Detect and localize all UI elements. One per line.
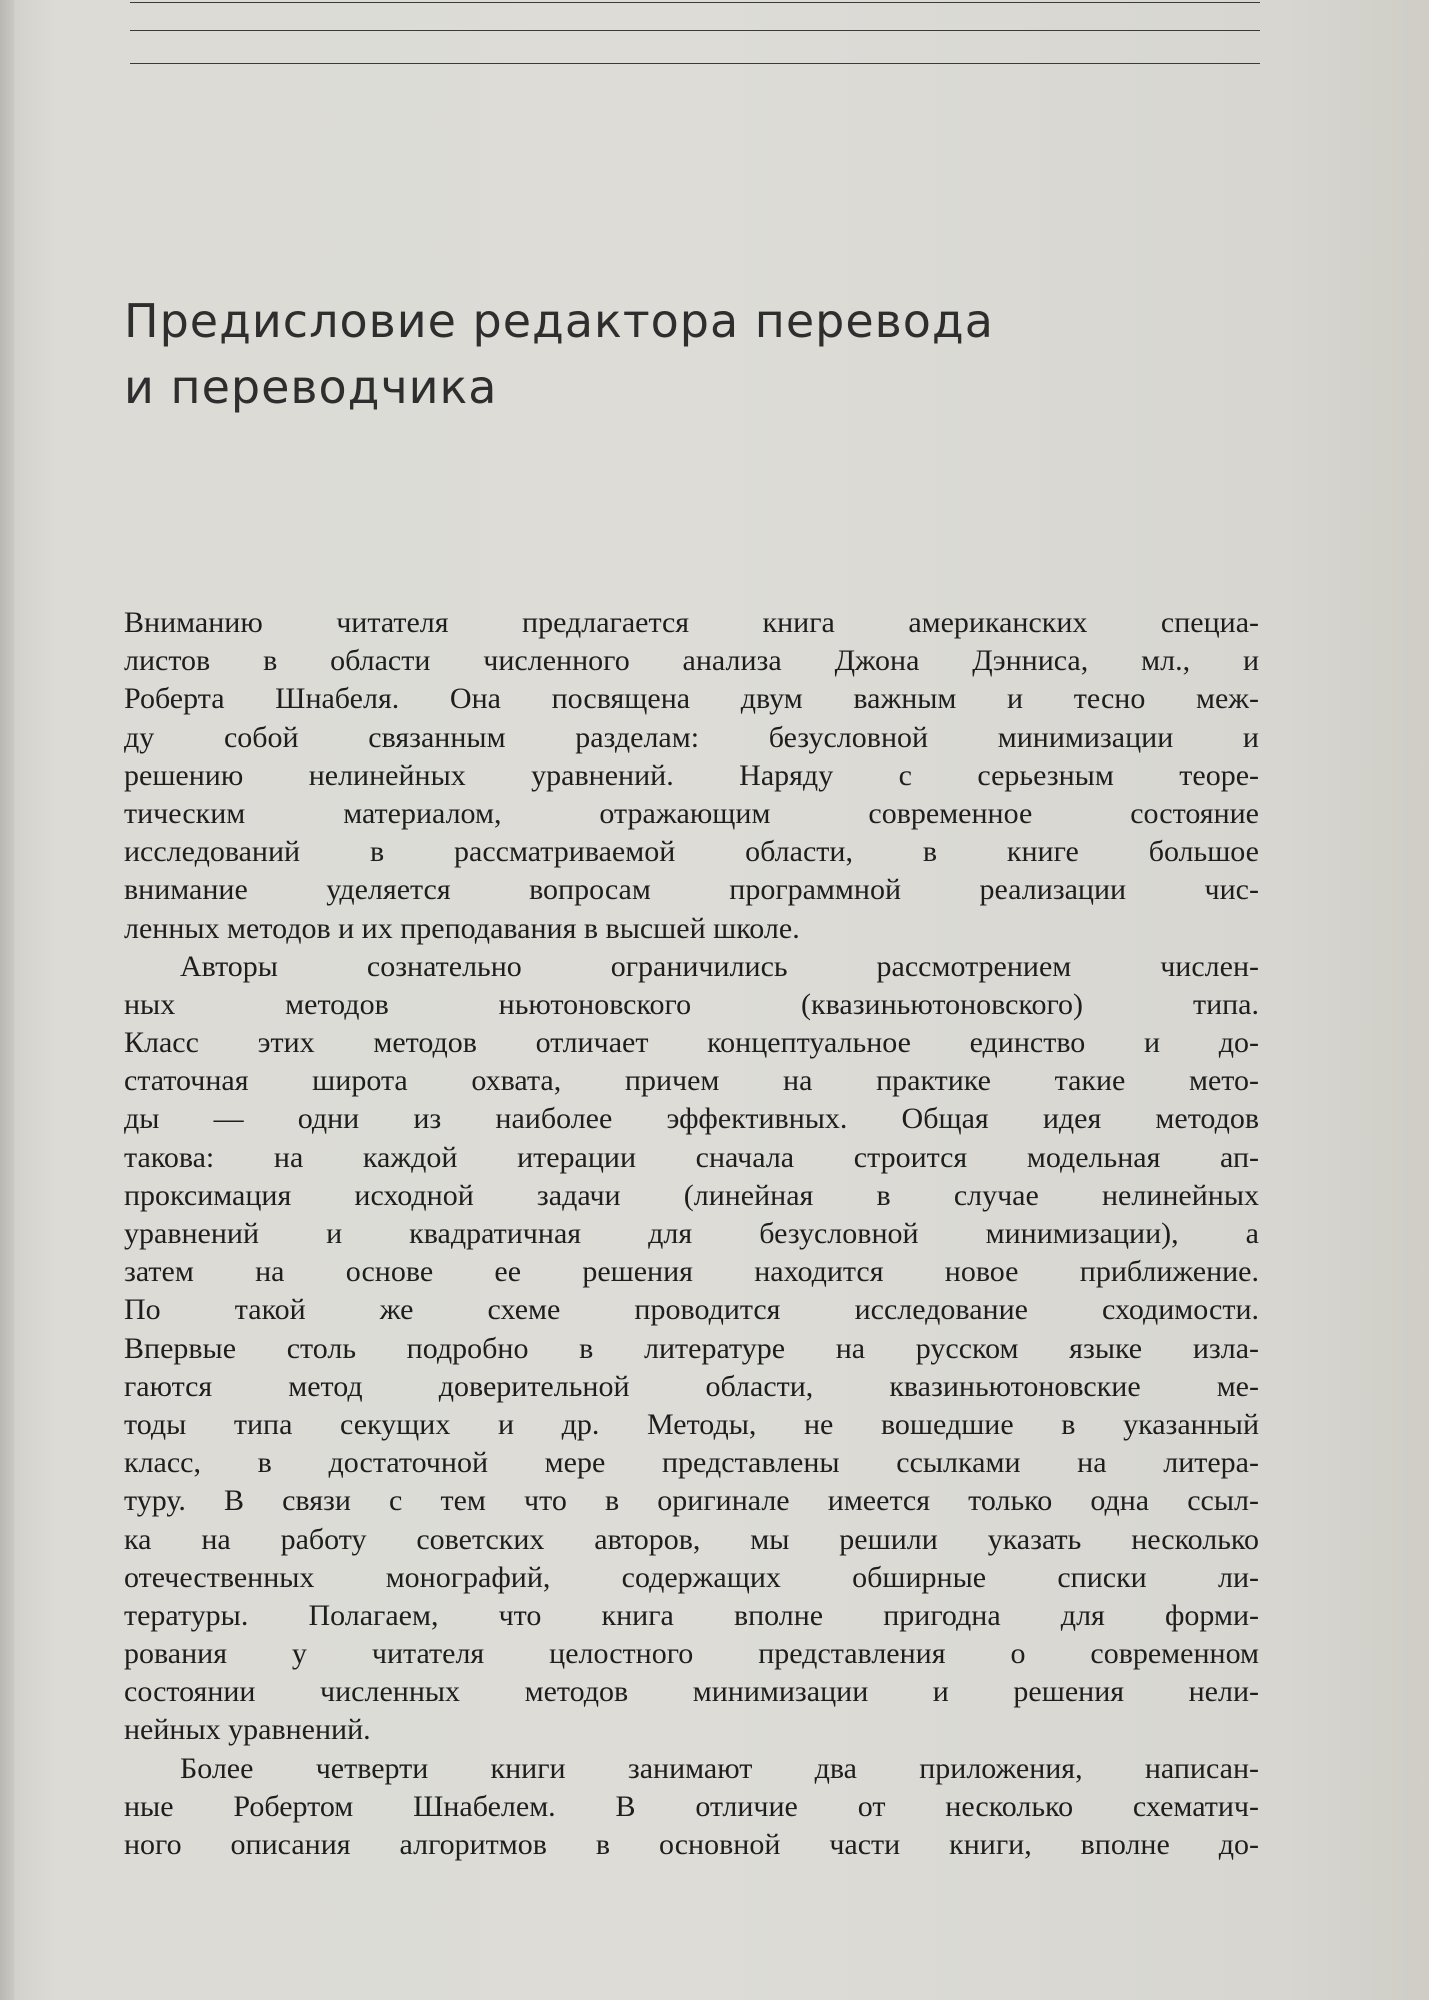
text-line: туру. В связи с тем что в оригинале имеется только одна ссыл- bbox=[124, 1484, 1259, 1518]
text-line: решению нелинейных уравнений. Наряду с серьезным теоре- bbox=[124, 758, 1259, 792]
text-line: гаются метод доверительной области, квазиньютоновские ме- bbox=[124, 1369, 1259, 1403]
text-line: Более четверти книги занимают два приложения, написан- bbox=[180, 1751, 1259, 1785]
text-line: ного описания алгоритмов в основной части книги, вполне до- bbox=[124, 1828, 1259, 1861]
text-line: отечественных монографий, содержащих обширные списки ли- bbox=[124, 1560, 1259, 1594]
text-line: ных методов ньютоновского (квазиньютоновского) типа. bbox=[124, 987, 1259, 1021]
paragraph-3 bbox=[124, 1750, 1259, 1865]
text-line: уравнений и квадратичная для безусловной минимизации), а bbox=[124, 1217, 1259, 1250]
text-line: Роберта Шнабеля. Она посвящена двум важным и тесно меж- bbox=[124, 682, 1259, 716]
text-line: Вниманию читателя предлагается книга американских специа- bbox=[124, 606, 1259, 639]
paragraph-2 bbox=[124, 948, 1259, 1750]
paragraph-1 bbox=[124, 604, 1259, 948]
text-line: нейных уравнений. bbox=[124, 1713, 371, 1747]
text-line: проксимация исходной задачи (линейная в случае нелинейных bbox=[124, 1178, 1259, 1212]
text-line: ные Робертом Шнабелем. В отличие от несколько схематич- bbox=[124, 1789, 1259, 1823]
text-line: тературы. Полагаем, что книга вполне пригодна для форми- bbox=[124, 1598, 1259, 1632]
text-line: рования у читателя целостного представления о современном bbox=[124, 1637, 1259, 1671]
header-rule-2 bbox=[130, 30, 1260, 31]
text-line: тическим материалом, отражающим современное состояние bbox=[124, 796, 1259, 830]
text-line: ленных методов и их преподавания в высшей школе. bbox=[124, 911, 800, 945]
text-line: ду собой связанным разделам: безусловной минимизации и bbox=[124, 720, 1259, 754]
text-line: ды — одни из наиболее эффективных. Общая идея методов bbox=[124, 1102, 1259, 1136]
body-text bbox=[124, 604, 1259, 1864]
header-rule-3 bbox=[130, 63, 1260, 64]
heading-line-2: и переводчика bbox=[124, 360, 498, 414]
text-line: Впервые столь подробно в литературе на русском языке изла- bbox=[124, 1331, 1259, 1365]
text-line: класс, в достаточной мере представлены ссылками на литера- bbox=[124, 1446, 1259, 1480]
page-spine-edge bbox=[0, 0, 14, 2000]
heading-line-1: Предисловие редактора перевода bbox=[124, 294, 994, 348]
text-line: тоды типа секущих и др. Методы, не вошедшие в указанный bbox=[124, 1407, 1259, 1441]
text-line: статочная широта охвата, причем на практике такие мето- bbox=[124, 1064, 1259, 1098]
text-line: исследований в рассматриваемой области, в книге большое bbox=[124, 835, 1259, 869]
text-line: такова: на каждой итерации сначала строится модельная ап- bbox=[124, 1140, 1259, 1174]
text-line: Авторы сознательно ограничились рассмотрением числен- bbox=[180, 949, 1259, 983]
chapter-heading bbox=[124, 288, 1224, 420]
text-line: состоянии численных методов минимизации и решения нели- bbox=[124, 1675, 1259, 1709]
text-line: затем на основе ее решения находится новое приближение. bbox=[124, 1255, 1259, 1289]
header-rule-1 bbox=[130, 2, 1260, 3]
text-line: Класс этих методов отличает концептуальное единство и до- bbox=[124, 1026, 1259, 1060]
text-line: листов в области численного анализа Джона Дэнниса, мл., и bbox=[124, 644, 1259, 678]
text-line: внимание уделяется вопросам программной реализации чис- bbox=[124, 873, 1259, 907]
text-line: ка на работу советских авторов, мы решили указать несколько bbox=[124, 1522, 1259, 1556]
text-line: По такой же схеме проводится исследование сходимости. bbox=[124, 1293, 1259, 1327]
